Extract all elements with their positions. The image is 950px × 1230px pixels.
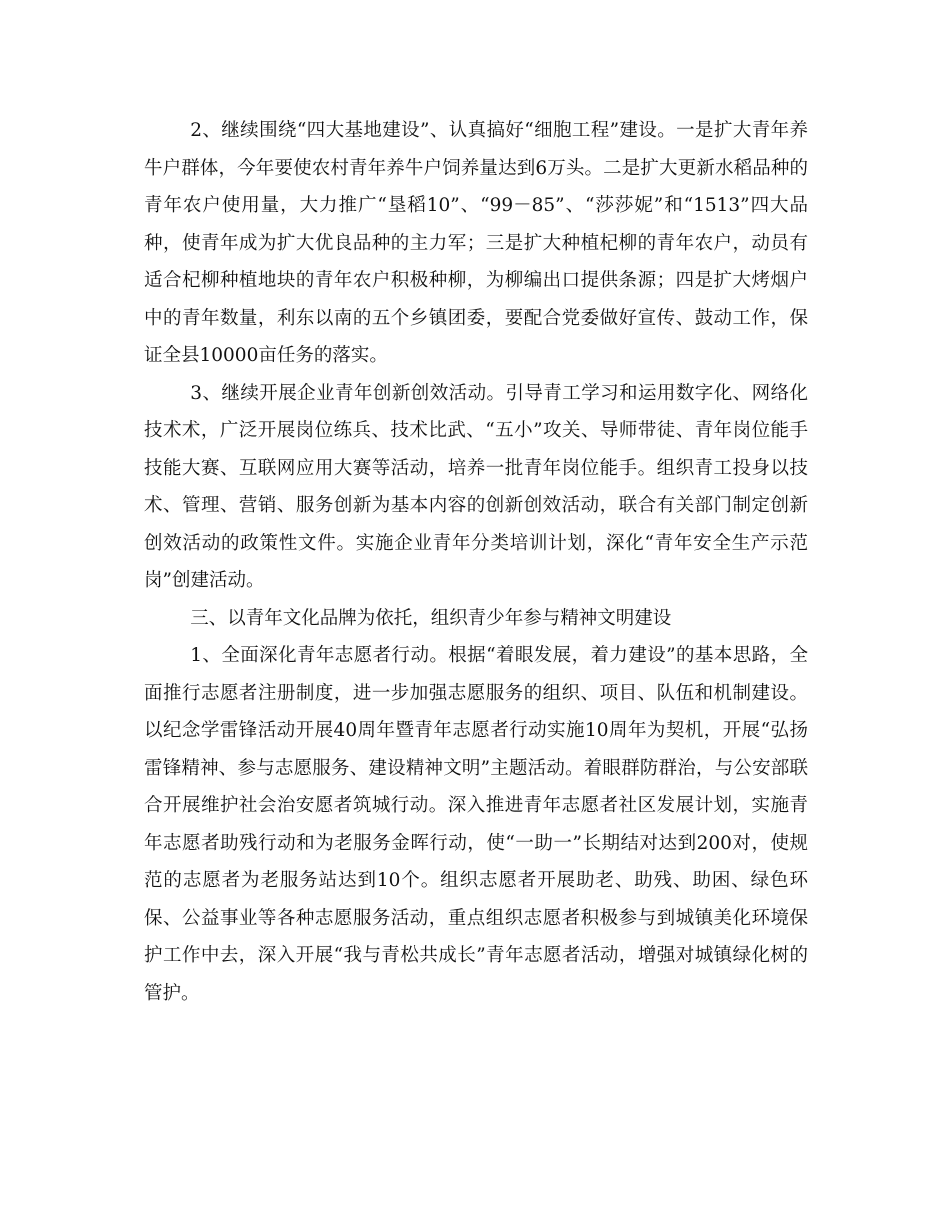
- section-heading-culture-brand: 三、以青年文化品牌为依托，组织青少年参与精神文明建设: [190, 607, 672, 629]
- paragraph-volunteer-action: 1、全面深化青年志愿者行动。根据“着眼发展，着力建设”的基本思路，全面推行志愿者注册制度，进一步加强志愿服务的组织、项目、队伍和机制建设。以纪念学雷锋活动开展40周年暨青年志愿者行动实施10周年为契机，开展“弘扬雷锋精神、参与志愿服务、建设精神文明”主题活动。着眼群防群治，与公安部联合开展维护社会治安愿者筑城行动。深入推进青年志愿者社区发展计划，实施青年志愿者助残行动和为老服务金晖行动，使“一助一”长期结对达到200对，使规范的志愿者为老服务站达到10个。组织志愿者开展助老、助残、助困、绿色环保、公益事业等各种志愿服务活动，重点组织志愿者积极参与到城镇美化环境保护工作中去，深入开展“我与青松共成长”青年志愿者活动，增强对城镇绿化树的管护。: [144, 645, 808, 1004]
- document-body: [144, 112, 808, 1012]
- paragraph-enterprise-innovation: 3、继续开展企业青年创新创效活动。引导青工学习和运用数字化、网络化技术术，广泛开展岗位练兵、技术比武、“五小”攻关、导师带徒、青年岗位能手技能大赛、互联网应用大赛等活动，培养一批青年岗位能手。组织青工投身以技术、管理、营销、服务创新为基本内容的创新创效活动，联合有关部门制定创新创效活动的政策性文件。实施企业青年分类培训计划，深化“青年安全生产示范岗”创建活动。: [144, 382, 808, 591]
- paragraph-base-construction: 2、继续围绕“四大基地建设”、认真搞好“细胞工程”建设。一是扩大青年养牛户群体，今年要使农村青年养牛户饲养量达到6万头。二是扩大更新水稻品种的青年农户使用量，大力推广“垦稻10”、“99－85”、“莎莎妮”和“1513”四大品种，使青年成为扩大优良品种的主力军；三是扩大种植杞柳的青年农户，动员有适合杞柳种植地块的青年农户积极种柳，为柳编出口提供条源；四是扩大烤烟户中的青年数量，利东以南的五个乡镇团委，要配合党委做好宣传、鼓动工作，保证全县10000亩任务的落实。: [144, 120, 808, 366]
